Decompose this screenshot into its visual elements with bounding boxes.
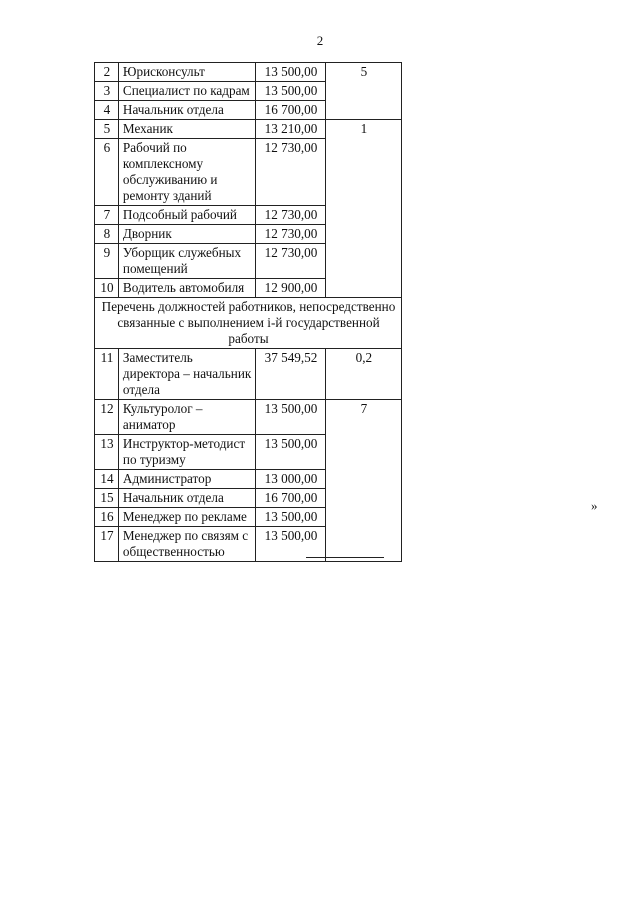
row-number: 7 [95,206,119,225]
salary-value: 13 500,00 [256,508,326,527]
row-number: 8 [95,225,119,244]
salary-value: 12 900,00 [256,279,326,298]
salary-value: 13 500,00 [256,63,326,82]
section-header: Перечень должностей работников, непосредственно связанные с выполнением i-й государственной работы [95,298,402,349]
salary-value: 13 500,00 [256,527,326,562]
staff-rate-cell: 5 [325,63,401,120]
row-number: 13 [95,435,119,470]
salary-value: 12 730,00 [256,139,326,206]
row-number: 9 [95,244,119,279]
table-row [95,120,402,139]
position-name: Администратор [118,470,255,489]
position-name: Инструктор-методист по туризму [118,435,255,470]
salary-value: 13 210,00 [256,120,326,139]
salary-value: 16 700,00 [256,489,326,508]
row-number: 16 [95,508,119,527]
position-name: Подсобный рабочий [118,206,255,225]
row-number: 11 [95,349,119,400]
positions-table [94,62,402,562]
position-name: Начальник отдела [118,489,255,508]
position-name: Рабочий по комплексному обслуживанию и ремонту зданий [118,139,255,206]
position-name: Заместитель директора – начальник отдела [118,349,255,400]
salary-value: 12 730,00 [256,244,326,279]
position-name: Менеджер по рекламе [118,508,255,527]
row-number: 14 [95,470,119,489]
position-name: Механик [118,120,255,139]
position-name: Уборщик служебных помещений [118,244,255,279]
position-name: Менеджер по связям с общественностью [118,527,255,562]
row-number: 6 [95,139,119,206]
salary-value: 16 700,00 [256,101,326,120]
page-number: 2 [316,33,324,48]
row-number: 5 [95,120,119,139]
end-divider [306,557,384,558]
salary-value: 13 500,00 [256,435,326,470]
row-number: 3 [95,82,119,101]
salary-value: 12 730,00 [256,225,326,244]
row-number: 15 [95,489,119,508]
position-name: Начальник отдела [118,101,255,120]
table-row [95,349,402,400]
salary-value: 13 500,00 [256,400,326,435]
row-number: 12 [95,400,119,435]
position-name: Специалист по кадрам [118,82,255,101]
position-name: Водитель автомобиля [118,279,255,298]
salary-value: 13 000,00 [256,470,326,489]
closing-quote: » [591,498,598,513]
table-row [95,63,402,82]
staff-rate-cell: 1 [325,120,401,298]
salary-value: 12 730,00 [256,206,326,225]
position-name: Юрисконсульт [118,63,255,82]
position-name: Культуролог – аниматор [118,400,255,435]
row-number: 2 [95,63,119,82]
section-header-row [95,298,402,349]
staff-rate-cell: 0,2 [325,349,401,400]
position-name: Дворник [118,225,255,244]
salary-value: 13 500,00 [256,82,326,101]
staff-rate-cell: 7 [325,400,401,562]
table-row [95,400,402,435]
salary-value: 37 549,52 [256,349,326,400]
row-number: 4 [95,101,119,120]
row-number: 17 [95,527,119,562]
row-number: 10 [95,279,119,298]
